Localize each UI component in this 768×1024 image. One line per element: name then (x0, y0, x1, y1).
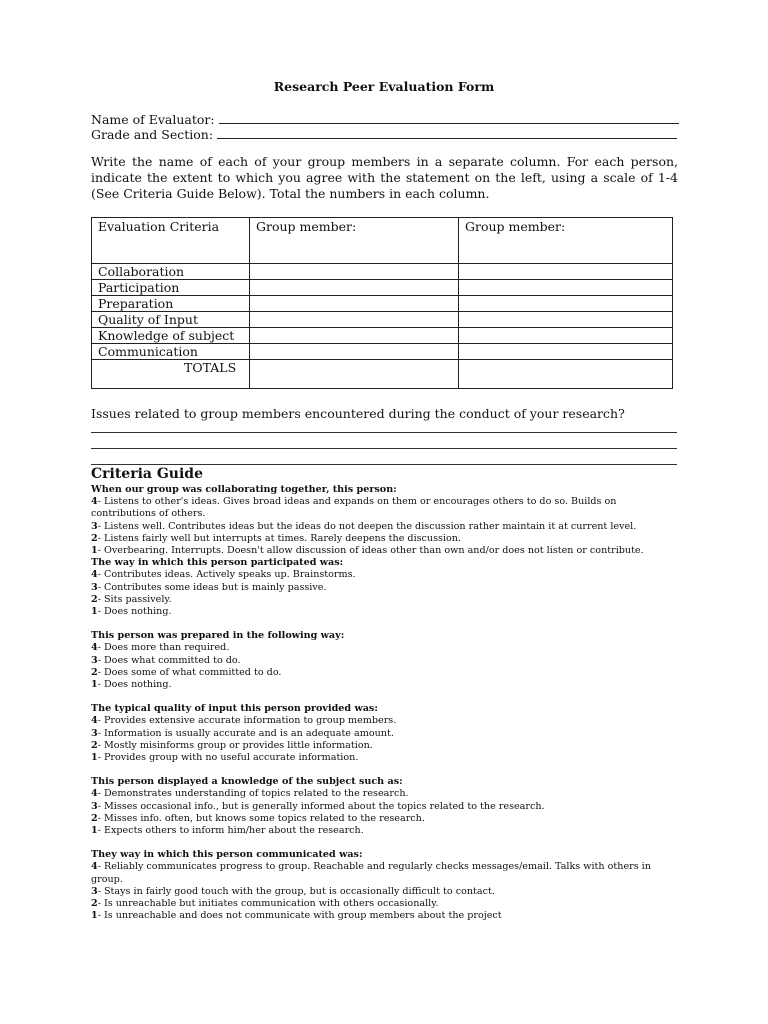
score-number: 3 (91, 800, 98, 812)
table-header-row (92, 218, 673, 264)
grade-label: Grade and Section: (91, 127, 214, 142)
guide-question: This person displayed a knowledge of the subject such as: (91, 776, 403, 788)
grade-blank[interactable] (217, 126, 677, 139)
score-number: 1 (91, 606, 98, 618)
criterion-label: Communication (92, 344, 250, 360)
guide-item (91, 740, 681, 752)
score-cell[interactable] (459, 328, 673, 344)
criterion-label: Preparation (92, 296, 250, 312)
guide-item (91, 667, 681, 679)
score-number: 1 (91, 752, 98, 764)
issues-answer-line[interactable] (91, 448, 677, 449)
score-number: 2 (91, 812, 98, 824)
guide-item (91, 715, 681, 727)
guide-item (91, 861, 681, 885)
total-cell[interactable] (459, 360, 673, 389)
guide-section (91, 484, 681, 557)
guide-section (91, 703, 681, 764)
instructions-text: Write the name of each of your group members in a separate column. For each person, indicate the extent to which you agree with the statement on the left, using a scale of 1-4 (See Criteria Guide Below). Total the numbers in each column. (91, 154, 678, 201)
table-row (92, 296, 673, 312)
guide-item-text: - Contributes ideas. Actively speaks up. Brainstorms. (97, 569, 356, 581)
criterion-label: Quality of Input (92, 312, 250, 328)
total-cell[interactable] (250, 360, 459, 389)
guide-item-text: - Sits passively. (97, 593, 172, 605)
totals-row (92, 360, 673, 389)
guide-item (91, 569, 681, 581)
page-title: Research Peer Evaluation Form (273, 79, 495, 94)
guide-item-text: - Expects others to inform him/her about the research. (97, 825, 364, 837)
guide-item (91, 655, 681, 667)
issues-answer-line[interactable] (91, 464, 677, 465)
criteria-guide (91, 484, 681, 923)
evaluator-name-field (91, 111, 679, 127)
guide-section (91, 849, 681, 922)
header-member-2[interactable]: Group member: (459, 218, 673, 264)
guide-question: They way in which this person communicated was: (91, 849, 363, 861)
score-number: 3 (91, 520, 98, 532)
score-number: 3 (91, 885, 98, 897)
guide-question: The way in which this person participated was: (91, 557, 344, 569)
guide-item-text: - Misses occasional info., but is generally informed about the topics related to the research. (97, 800, 545, 812)
guide-item-text: - Contributes some ideas but is mainly passive. (97, 581, 327, 593)
guide-item (91, 752, 681, 764)
header-member-1[interactable]: Group member: (250, 218, 459, 264)
score-cell[interactable] (459, 312, 673, 328)
totals-label: TOTALS (92, 360, 250, 389)
evaluator-label: Name of Evaluator: (91, 112, 215, 127)
score-cell[interactable] (250, 264, 459, 280)
guide-item (91, 898, 681, 910)
guide-item-text: - Stays in fairly good touch with the group, but is occasionally difficult to contact. (97, 885, 495, 897)
guide-item (91, 813, 681, 825)
evaluation-table (91, 217, 673, 389)
guide-item-text: - Reliably communicates progress to group. Reachable and regularly checks messages/email. Talks with others in group. (91, 861, 651, 885)
table-row (92, 312, 673, 328)
score-number: 2 (91, 739, 98, 751)
guide-item (91, 533, 681, 545)
guide-item (91, 582, 681, 594)
score-number: 4 (91, 788, 98, 800)
score-number: 4 (91, 496, 98, 508)
guide-item-text: - Listens fairly well but interrupts at times. Rarely deepens the discussion. (97, 532, 462, 544)
guide-item (91, 545, 681, 557)
score-cell[interactable] (250, 328, 459, 344)
guide-item-text: - Does nothing. (97, 679, 172, 691)
evaluator-blank[interactable] (219, 111, 679, 124)
guide-item (91, 825, 681, 837)
score-cell[interactable] (459, 344, 673, 360)
guide-item (91, 496, 681, 520)
score-number: 2 (91, 666, 98, 678)
score-number: 2 (91, 898, 98, 910)
score-number: 3 (91, 727, 98, 739)
score-cell[interactable] (250, 344, 459, 360)
guide-item-text: - Misses info. often, but knows some topics related to the research. (97, 812, 425, 824)
header-criteria: Evaluation Criteria (92, 218, 250, 264)
issues-answer-line[interactable] (91, 432, 677, 433)
table-row (92, 264, 673, 280)
criterion-label: Collaboration (92, 264, 250, 280)
guide-item (91, 642, 681, 654)
table-row (92, 344, 673, 360)
score-number: 4 (91, 642, 98, 654)
criteria-guide-title: Criteria Guide (91, 466, 203, 482)
score-number: 1 (91, 679, 98, 691)
guide-item (91, 801, 681, 813)
score-cell[interactable] (459, 264, 673, 280)
guide-item-text: - Overbearing. Interrupts. Doesn't allow discussion of ideas other than own and/or does not listen or contribute. (97, 545, 644, 557)
guide-item-text: - Does more than required. (97, 642, 230, 654)
table-row (92, 280, 673, 296)
score-number: 3 (91, 581, 98, 593)
guide-item (91, 594, 681, 606)
guide-item-text: - Listens well. Contributes ideas but the ideas do not deepen the discussion rather maintain it at current level. (97, 520, 637, 532)
guide-item (91, 910, 681, 922)
guide-item-text: - Mostly misinforms group or provides little information. (97, 739, 373, 751)
score-number: 4 (91, 861, 98, 873)
guide-section (91, 776, 681, 837)
score-number: 1 (91, 910, 98, 922)
guide-item-text: - Does some of what committed to do. (97, 666, 282, 678)
table-row (92, 328, 673, 344)
guide-section (91, 557, 681, 618)
guide-item-text: - Information is usually accurate and is an adequate amount. (97, 727, 394, 739)
guide-item (91, 521, 681, 533)
score-number: 2 (91, 532, 98, 544)
score-cell[interactable] (459, 280, 673, 296)
guide-question: This person was prepared in the following way: (91, 630, 345, 642)
criterion-label: Knowledge of subject (92, 328, 250, 344)
guide-item-text: - Is unreachable but initiates communication with others occasionally. (97, 898, 439, 910)
score-number: 1 (91, 825, 98, 837)
guide-item-text: - Does what committed to do. (97, 654, 241, 666)
criterion-label: Participation (92, 280, 250, 296)
guide-question: The typical quality of input this person provided was: (91, 703, 378, 715)
guide-item (91, 728, 681, 740)
guide-section (91, 630, 681, 691)
grade-section-field (91, 126, 677, 142)
score-cell[interactable] (250, 280, 459, 296)
guide-item-text: - Demonstrates understanding of topics related to the research. (97, 788, 409, 800)
guide-item (91, 606, 681, 618)
score-number: 1 (91, 545, 98, 557)
guide-item-text: - Provides group with no useful accurate information. (97, 752, 359, 764)
guide-item (91, 679, 681, 691)
guide-item-text: - Listens to other's ideas. Gives broad ideas and expands on them or encourages others to do so. Builds on contributions of others. (91, 496, 617, 520)
score-number: 3 (91, 654, 98, 666)
score-number: 4 (91, 715, 98, 727)
score-cell[interactable] (250, 296, 459, 312)
guide-item-text: - Is unreachable and does not communicate with group members about the project (97, 910, 502, 922)
guide-item-text: - Does nothing. (97, 606, 172, 618)
issues-prompt: Issues related to group members encountered during the conduct of your research? (91, 406, 625, 421)
score-number: 4 (91, 569, 98, 581)
score-cell[interactable] (459, 296, 673, 312)
score-number: 2 (91, 593, 98, 605)
guide-item-text: - Provides extensive accurate information to group members. (97, 715, 397, 727)
guide-question: When our group was collaborating together, this person: (91, 484, 397, 495)
score-cell[interactable] (250, 312, 459, 328)
guide-item (91, 788, 681, 800)
guide-item (91, 886, 681, 898)
